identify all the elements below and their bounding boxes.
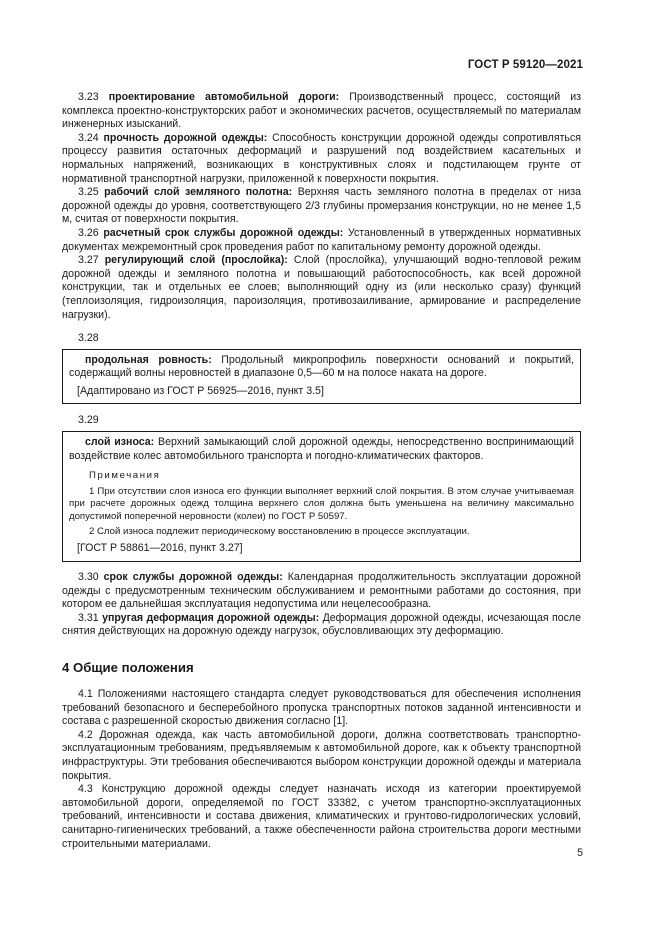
definition-3-25: 3.25 рабочий слой земляного полотна: Верхняя часть земляного полотна в пределах от низа дорожной одежды до уровня, соответствующего 2/3 глубины промерзания конструкции, но не менее 1,5 м, считая от поверхности покрытия. [62, 186, 581, 226]
note-1: 1 При отсутствии слоя износа его функции выполняет верхний слой покрытия. В этом случае учитываемая при расчете дорожных одежд толщина верхнего слоя должна быть уменьшена на величину максимально допустимой поперечной неровности (колеи) по ГОСТ Р 50597. [69, 485, 574, 522]
paragraph-4-2: 4.2 Дорожная одежда, как часть автомобильной дороги, должна соответствовать транспортно-эксплуатационным требованиям, предъявляемым к автомобильной дороге, как к объекту транспортной инфраструктуры. Эти требования обеспечиваются выбором конструкции дорожной одежды и материала покрытия. [62, 728, 581, 782]
boxed-definition-3-29 [62, 431, 581, 562]
definition-number-3-28: 3.28 [78, 332, 99, 345]
term: регулирующий слой (прослойка): [104, 254, 288, 267]
definition-3-31: 3.31 упругая деформация дорожной одежды: Деформация дорожной одежды, исчезающая после снятия действующих на дорожную одежду нагрузок, обусловливающих эту деформацию. [62, 611, 581, 638]
source-reference: [Адаптировано из ГОСТ Р 56925—2016, пункт 3.5] [77, 384, 324, 397]
paragraph-4-1: 4.1 Положениями настоящего стандарта следует руководствоваться для обеспечения исполнения требований безопасного и бесперебойного пропуска транспортных потоков заданной интенсивности и состава с разрешенной скоростью движения согласно [1]. [62, 688, 581, 728]
term: прочность дорожной одежды: [103, 131, 268, 144]
paragraph-4-3: 4.3 Конструкцию дорожной одежды следует назначать исходя из категории проектируемой автомобильной дороги, определяемой по ГОСТ 33382, с учетом транспортно-эксплуатационных требований, интенсивности и состава движения, климатических и грунтово-гидрологических условий, санитарно-гигиенических требований, а также обеспеченности района строительства дороги местными строительными материалами. [62, 783, 581, 850]
page-number: 5 [577, 847, 583, 859]
definition-number-3-29: 3.29 [78, 414, 99, 427]
definition-3-23: 3.23 проектирование автомобильной дороги: Производственный процесс, состоящий из комплекса проектно-конструкторских работ и экономических расчетов, осуществляемый по материалам инженерных изысканий. [62, 91, 581, 131]
note-2: 2 Слой износа подлежит периодическому восстановлению в процессе эксплуатации. [89, 526, 470, 538]
term: расчетный срок службы дорожной одежды: [103, 226, 344, 239]
definition-3-26: 3.26 расчетный срок службы дорожной одежды: Установленный в утвержденных нормативных документах межремонтный срок проведения работ по капитальному ремонту дорожной одежды. [62, 226, 581, 253]
document-code: ГОСТ Р 59120—2021 [467, 59, 583, 71]
document-body [62, 91, 581, 851]
section-heading: 4 Общие положения [62, 660, 194, 676]
term: проектирование автомобильной дороги: [108, 91, 340, 103]
definition-3-27: 3.27 регулирующий слой (прослойка): Слой (прослойка), улучшающий водно-тепловой режим дорожной одежды и земляного полотна и повышающий работоспособность, как всей дорожной конструкции, так и отдельных ее слоев; выполняющий одну из (или несколько сразу) функций (теплоизоляция, гидроизоляция, пароизоляция, противозаиливание, армирование и распределение нагрузки). [62, 254, 581, 321]
boxed-definition-3-28 [62, 349, 581, 405]
definition-3-28: продольная ровность: Продольный микропрофиль поверхности оснований и покрытий, содержащий волны неровностей в диапазоне 0,5—60 м на полосе наката на дороге. [69, 353, 574, 380]
section-4 [62, 688, 581, 851]
definition-3-30: 3.30 срок службы дорожной одежды: Календарная продолжительность эксплуатации дорожной одежды с предусмотренным техническим обслуживанием и ремонтными работами до состояния, при котором ее дальнейшая эксплуатация недопустима или нецелесообразна. [62, 571, 581, 611]
definition-3-24: 3.24 прочность дорожной одежды: Способность конструкции дорожной одежды сопротивляться процессу развития остаточных деформаций и разрушений под воздействием касательных и нормальных напряжений, возникающих в конструктивных слоях и подстилающем грунте от нормативной транспортной нагрузки, приложенной к поверхности покрытия. [62, 131, 581, 185]
definitions-continued [62, 571, 581, 639]
term: слой износа: [85, 436, 155, 449]
term: срок службы дорожной одежды: [103, 571, 283, 584]
source-reference: [ГОСТ Р 58861—2016, пункт 3.27] [77, 542, 243, 555]
term: продольная ровность: [85, 353, 212, 366]
term: рабочий слой земляного полотна: [104, 186, 293, 199]
notes-heading: Примечания [89, 470, 161, 482]
definition-3-29: слой износа: Верхний замыкающий слой дорожной одежды, непосредственно воспринимающий воздействие колес автомобильного транспорта и погодно-климатических факторов. [69, 436, 574, 462]
term: упругая деформация дорожной одежды: [102, 611, 320, 624]
